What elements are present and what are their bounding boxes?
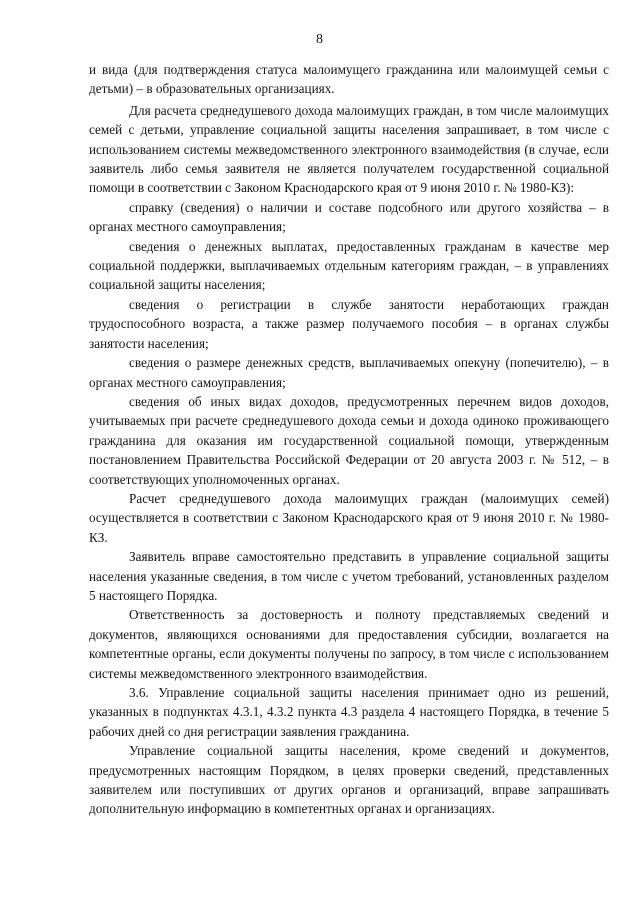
paragraph-income-calculation-intro: Для расчета среднедушевого дохода малоимущих граждан, в том числе малоимущих семей с детьми, управление социальной защиты населения запрашивает, в том числе с использованием системы межведомственного электронного взаимодействия (в случае, если заявитель либо семья заявителя не является получателем государственной социальной помощи в соответствии с Законом Краснодарского края от 9 июня 2010 г. № 1980-КЗ): bbox=[89, 102, 609, 196]
paragraph-income-calculation-law: Расчет среднедушевого дохода малоимущих граждан (малоимущих семей) осуществляется в соответствии с Законом Краснодарского края от 9 июня 2010 г. № 1980-КЗ. bbox=[89, 490, 609, 545]
document-body bbox=[89, 60, 609, 819]
list-item-household-certificate: справку (сведения) о наличии и составе подсобного или другого хозяйства – в органах местного самоуправления; bbox=[89, 199, 609, 235]
paragraph-additional-information: Управление социальной защиты населения, кроме сведений и документов, предусмотренных настоящим Порядком, в целях проверки сведений, представленных заявителем или поступивших от других органов и организаций, вправе запрашивать дополнительную информацию в компетентных органах и организациях. bbox=[89, 743, 609, 817]
list-item-other-incomes: сведения об иных видах доходов, предусмотренных перечнем видов доходов, учитываемых при расчете среднедушевого дохода семьи и дохода одиноко проживающего гражданина для оказания им государственной социальной помощи, утвержденным постановлением Правительства Российской Федерации от 20 августа 2003 г. № 512, – в соответствующих уполномоченных органах. bbox=[89, 393, 609, 487]
paragraph-responsibility: Ответственность за достоверность и полноту представляемых сведений и документов, являющихся основаниями для предоставления субсидии, возлагается на компетентные органы, если документы получены по запросу, в том числе с использованием системы межведомственного электронного взаимодействия. bbox=[89, 607, 609, 681]
paragraph-applicant-right: Заявитель вправе самостоятельно представить в управление социальной защиты населения указанные сведения, в том числе с учетом требований, установленных разделом 5 настоящего Порядка. bbox=[89, 549, 609, 603]
list-item-employment-registration: сведения о регистрации в службе занятости неработающих граждан трудоспособного возраста, а также размер получаемого пособия – в органах службы занятости населения; bbox=[89, 296, 609, 351]
list-item-guardian-payments: сведения о размере денежных средств, выплачиваемых опекуну (попечителю), – в органах местного самоуправления; bbox=[89, 355, 609, 390]
paragraph-continuation: и вида (для подтверждения статуса малоимущего гражданина или малоимущей семьи с детьми) – в образовательных организациях. bbox=[89, 62, 609, 97]
paragraph-section-3-6: 3.6. Управление социальной защиты населения принимает одно из решений, указанных в подпунктах 4.3.1, 4.3.2 пункта 4.3 раздела 4 настоящего Порядка, в течение 5 рабочих дней со дня регистрации заявления гражданина. bbox=[89, 685, 609, 739]
page-number: 8 bbox=[316, 32, 323, 47]
list-item-cash-payments: сведения о денежных выплатах, предоставленных гражданам в качестве мер социальной поддержки, выплачиваемых отдельным категориям граждан, – в управлениях социальной защиты населения; bbox=[89, 238, 609, 293]
